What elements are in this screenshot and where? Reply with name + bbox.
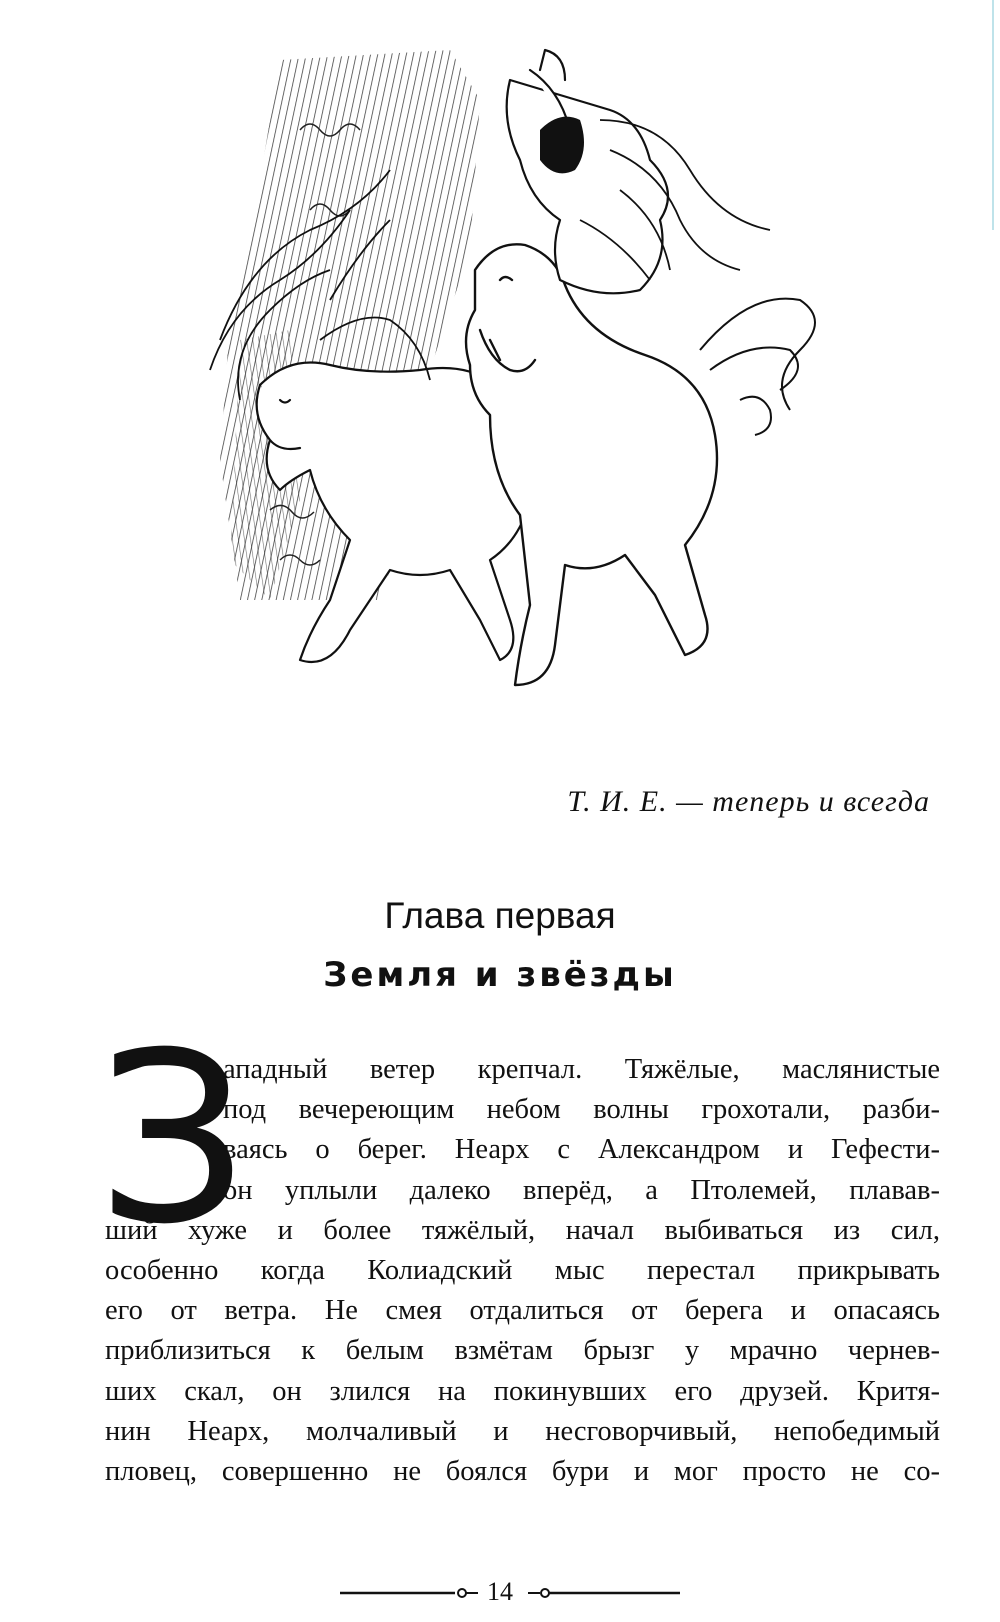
text-line: ападный ветер крепчал. Тяжёлые, маслянистые bbox=[223, 1054, 940, 1085]
drop-cap: З bbox=[97, 1003, 248, 1276]
epigraph: Т. И. Е. — теперь и всегда bbox=[567, 785, 930, 818]
scan-edge-line bbox=[992, 0, 994, 230]
page-number: 14 bbox=[487, 1577, 513, 1606]
chapter-label: Глава первая bbox=[384, 895, 616, 936]
text-line: он уплыли далеко вперёд, а Птолемей, плавав- bbox=[223, 1174, 940, 1206]
text-line: его от ветра. Не смея отдалиться от берега и опасаясь bbox=[105, 1295, 940, 1327]
text-line: нин Неарх, молчаливый и несговорчивый, непобедимый bbox=[105, 1415, 940, 1447]
text-line: пловец, совершенно не боялся бури и мог просто не со- bbox=[105, 1455, 940, 1487]
text-line: ший хуже и более тяжёлый, начал выбиваться из сил, bbox=[105, 1214, 940, 1246]
page-footer bbox=[0, 1577, 1000, 1617]
text-line: ших скал, он злился на покинувших его друзей. Критя- bbox=[105, 1375, 940, 1407]
text-line: ваясь о берег. Неарх с Александром и Гефести- bbox=[223, 1134, 940, 1166]
text-line: под вечереющим небом волны грохотали, разби- bbox=[223, 1094, 940, 1126]
text-line: особенно когда Колиадский мыс перестал прикрывать bbox=[105, 1254, 940, 1286]
chapter-title: Земля и звёзды bbox=[323, 955, 677, 995]
text-line: приблизиться к белым взмётам брызг у мрачно чернев- bbox=[105, 1335, 940, 1367]
riders-illustration bbox=[180, 40, 840, 740]
body-text bbox=[97, 1003, 940, 1492]
